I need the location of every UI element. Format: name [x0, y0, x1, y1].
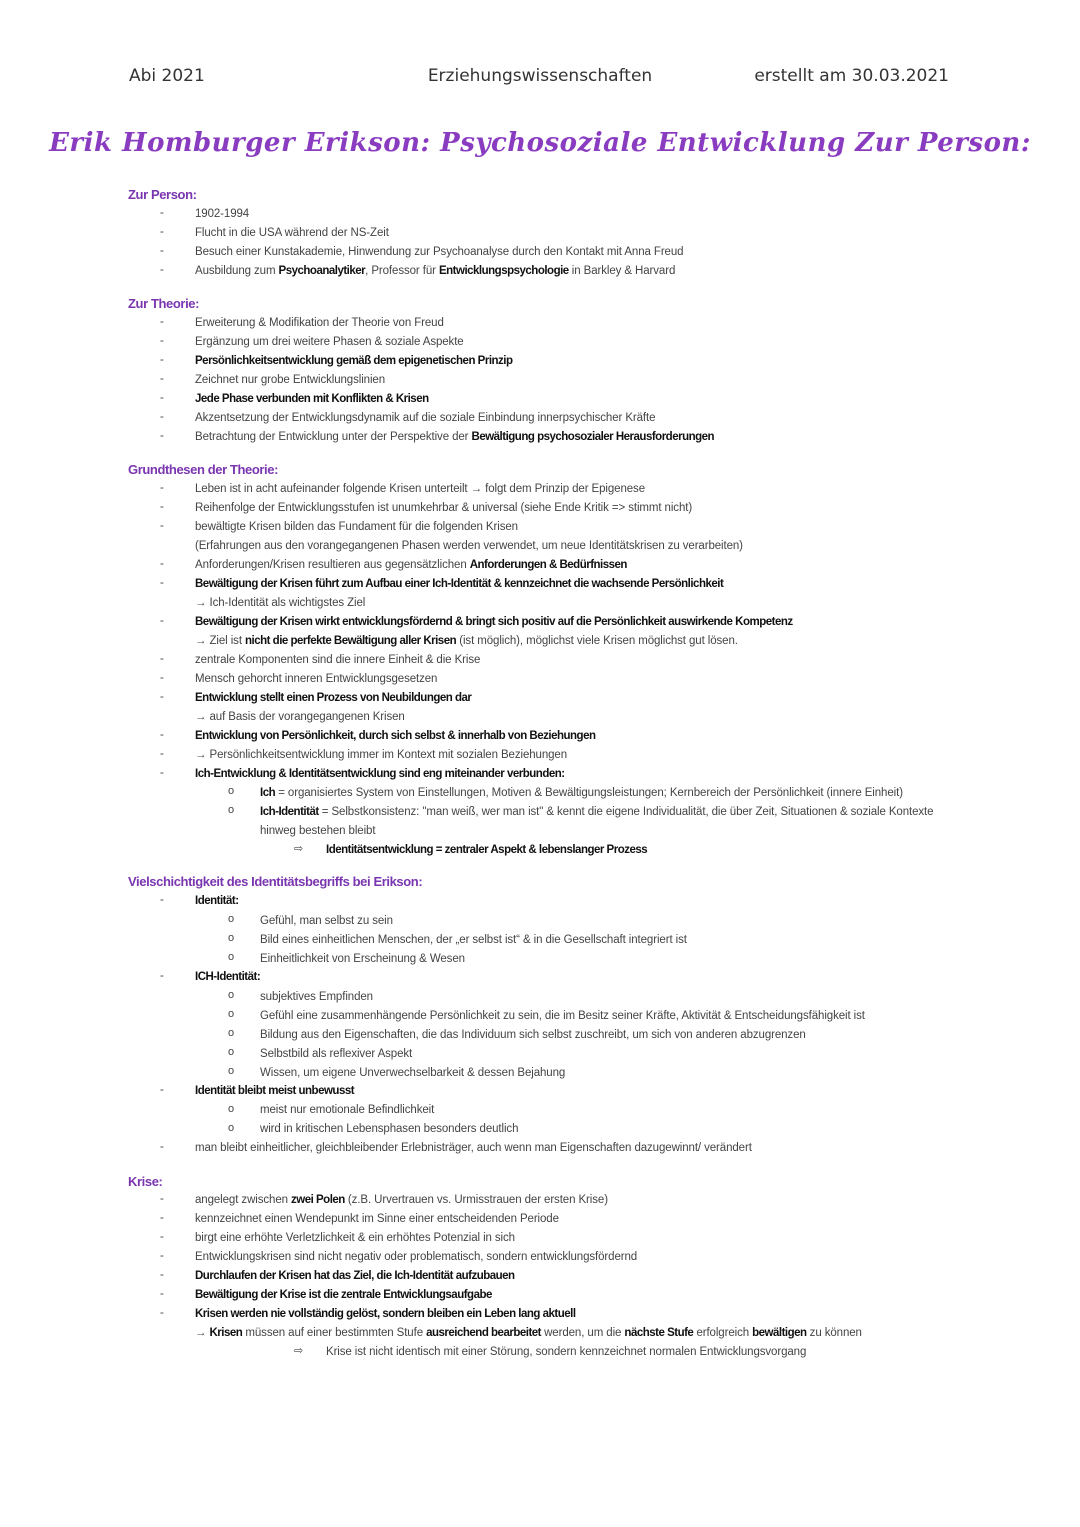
header-center: Erziehungswissenschaften	[427, 66, 653, 86]
bullet-circle: o	[228, 989, 235, 1001]
bullet-dash: -	[160, 501, 164, 513]
conclusion-item: Identitätsentwicklung = zentraler Aspekt & lebenslanger Prozess	[326, 844, 648, 856]
bullet-dash: -	[160, 226, 164, 238]
sub-list-item: Wissen, um eigene Unverwechselbarkeit & dessen Bejahung	[260, 1067, 566, 1079]
list-item: ICH-Identität:	[195, 971, 261, 983]
bullet-dash: -	[160, 335, 164, 347]
bullet-circle: o	[228, 785, 235, 797]
header-left: Abi 2021	[129, 66, 205, 86]
list-item: Identität bleibt meist unbewusst	[195, 1085, 355, 1097]
section-heading-grundthesen: Grundthesen der Theorie:	[128, 462, 279, 477]
sub-list-item: wird in kritischen Lebensphasen besonders deutlich	[260, 1123, 519, 1135]
list-item: Bewältigung der Krise ist die zentrale Entwicklungsaufgabe	[195, 1289, 492, 1301]
section-heading-krise: Krise:	[128, 1174, 163, 1189]
bullet-circle: o	[228, 1008, 235, 1020]
list-item: Zeichnet nur grobe Entwicklungslinien	[195, 374, 385, 386]
bullet-dash: -	[160, 767, 164, 779]
page-title: Erik Homburger Erikson: Psychosoziale Entwicklung Zur Person:	[49, 128, 1031, 158]
list-item: Erweiterung & Modifikation der Theorie von Freud	[195, 317, 444, 329]
list-item: Jede Phase verbunden mit Konflikten & Krisen	[195, 393, 429, 405]
list-item: → Persönlichkeitsentwicklung immer im Kontext mit sozialen Beziehungen	[195, 749, 568, 761]
bullet-dash: -	[160, 1250, 164, 1262]
bullet-dash: -	[160, 430, 164, 442]
list-item: Durchlaufen der Krisen hat das Ziel, die Ich-Identität aufzubauen	[195, 1270, 515, 1282]
list-item: Flucht in die USA während der NS-Zeit	[195, 227, 389, 239]
sub-list-item: Gefühl, man selbst zu sein	[260, 915, 393, 927]
sub-list-item: Bildung aus den Eigenschaften, die das Individuum sich selbst zuschreibt, um sich von anderen abzugrenzen	[260, 1029, 806, 1041]
bullet-circle: o	[228, 1027, 235, 1039]
bullet-dash: -	[160, 653, 164, 665]
bullet-dash: -	[160, 1307, 164, 1319]
list-item: Akzentsetzung der Entwicklungsdynamik auf die soziale Einbindung innerpsychischer Kräfte	[195, 412, 656, 424]
sub-list-item: subjektives Empfinden	[260, 991, 373, 1003]
list-item: angelegt zwischen zwei Polen (z.B. Urvertrauen vs. Urmisstrauen der ersten Krise)	[195, 1194, 608, 1206]
bullet-circle: o	[228, 1103, 235, 1115]
list-item: kennzeichnet einen Wendepunkt im Sinne einer entscheidenden Periode	[195, 1213, 559, 1225]
bullet-dash: -	[160, 577, 164, 589]
list-item: Mensch gehorcht inneren Entwicklungsgesetzen	[195, 673, 438, 685]
sub-list-item: Einheitlichkeit von Erscheinung & Wesen	[260, 953, 465, 965]
bullet-dash: -	[160, 1288, 164, 1300]
bullet-dash: -	[160, 558, 164, 570]
list-item-continuation: → Ich-Identität als wichtigstes Ziel	[195, 597, 366, 609]
list-item-continuation: → Ziel ist nicht die perfekte Bewältigung aller Krisen (ist möglich), möglichst viele Krisen möglichst gut lösen.	[195, 635, 738, 647]
section-heading-person: Zur Person:	[128, 187, 197, 202]
bullet-dash: -	[160, 392, 164, 404]
bullet-dash: -	[160, 1212, 164, 1224]
sub-list-item: Ich-Identität = Selbstkonsistenz: "man weiß, wer man ist" & kennt die eigene Individualität, die über Zeit, Situationen & soziale Kontexte	[260, 806, 934, 818]
list-item: man bleibt einheitlicher, gleichbleibender Erlebnisträger, auch wenn man Eigenschaften dazugewinnt/ verändert	[195, 1142, 752, 1154]
bullet-dash: -	[160, 1231, 164, 1243]
bullet-dash: -	[160, 729, 164, 741]
list-item: Betrachtung der Entwicklung unter der Perspektive der Bewältigung psychosozialer Herausforderungen	[195, 431, 715, 443]
bullet-dash: -	[160, 207, 164, 219]
bullet-dash: -	[160, 691, 164, 703]
bullet-dash: -	[160, 245, 164, 257]
bullet-circle: o	[228, 951, 235, 963]
list-item: Identität:	[195, 895, 239, 907]
bullet-dash: -	[160, 1193, 164, 1205]
list-item: Bewältigung der Krisen führt zum Aufbau einer Ich-Identität & kennzeichnet die wachsende Persönlichkeit	[195, 578, 724, 590]
bullet-dash: -	[160, 354, 164, 366]
list-item: bewältigte Krisen bilden das Fundament für die folgenden Krisen	[195, 521, 518, 533]
list-item: Ausbildung zum Psychoanalytiker, Professor für Entwicklungspsychologie in Barkley & Harvard	[195, 265, 676, 277]
bullet-dash: -	[160, 373, 164, 385]
list-item: Reihenfolge der Entwicklungsstufen ist unumkehrbar & universal (siehe Ende Kritik => stimmt nicht)	[195, 502, 693, 514]
list-item: birgt eine erhöhte Verletzlichkeit & ein erhöhtes Potenzial in sich	[195, 1232, 515, 1244]
sub-list-item: meist nur emotionale Befindlichkeit	[260, 1104, 435, 1116]
bullet-dash: -	[160, 1084, 164, 1096]
list-item: Krisen werden nie vollständig gelöst, sondern bleiben ein Leben lang aktuell	[195, 1308, 576, 1320]
bullet-circle: o	[228, 1065, 235, 1077]
list-item: Anforderungen/Krisen resultieren aus gegensätzlichen Anforderungen & Bedürfnissen	[195, 559, 627, 571]
bullet-dash: -	[160, 615, 164, 627]
bullet-circle: o	[228, 932, 235, 944]
sub-list-item: Selbstbild als reflexiver Aspekt	[260, 1048, 413, 1060]
list-item: Besuch einer Kunstakademie, Hinwendung zur Psychoanalyse durch den Kontakt mit Anna Freud	[195, 246, 684, 258]
arrow-icon: ⇨	[294, 1345, 304, 1357]
bullet-dash: -	[160, 748, 164, 760]
bullet-dash: -	[160, 1141, 164, 1153]
bullet-circle: o	[228, 1122, 235, 1134]
arrow-icon: ⇨	[294, 843, 304, 855]
list-item: zentrale Komponenten sind die innere Einheit & die Krise	[195, 654, 481, 666]
conclusion-item: Krise ist nicht identisch mit einer Störung, sondern kennzeichnet normalen Entwicklungsvorgang	[326, 1346, 807, 1358]
sub-list-item-continuation: hinweg bestehen bleibt	[260, 825, 376, 837]
bullet-circle: o	[228, 1046, 235, 1058]
list-item: 1902-1994	[195, 208, 250, 220]
list-item: Entwicklung von Persönlichkeit, durch sich selbst & innerhalb von Beziehungen	[195, 730, 596, 742]
list-item-continuation: (Erfahrungen aus den vorangegangenen Phasen werden verwendet, um neue Identitätskrisen zu verarbeiten)	[195, 540, 743, 552]
list-item: Entwicklung stellt einen Prozess von Neubildungen dar	[195, 692, 472, 704]
section-heading-theorie: Zur Theorie:	[128, 296, 200, 311]
bullet-dash: -	[160, 970, 164, 982]
list-item-continuation: → auf Basis der vorangegangenen Krisen	[195, 711, 405, 723]
bullet-dash: -	[160, 482, 164, 494]
bullet-dash: -	[160, 672, 164, 684]
bullet-dash: -	[160, 894, 164, 906]
list-item: Persönlichkeitsentwicklung gemäß dem epigenetischen Prinzip	[195, 355, 513, 367]
section-heading-vielschichtigkeit: Vielschichtigkeit des Identitätsbegriffs bei Erikson:	[128, 874, 423, 889]
sub-list-item: Bild eines einheitlichen Menschen, der „er selbst ist“ & in die Gesellschaft integriert ist	[260, 934, 687, 946]
sub-list-item: Ich = organisiertes System von Einstellungen, Motiven & Bewältigungsleistungen; Kernbereich der Persönlichkeit (innere Einheit)	[260, 787, 903, 799]
bullet-dash: -	[160, 264, 164, 276]
list-item: Bewältigung der Krisen wirkt entwicklungsfördernd & bringt sich positiv auf die Persönlichkeit auswirkende Kompetenz	[195, 616, 793, 628]
sub-list-item: Gefühl eine zusammenhängende Persönlichkeit zu sein, die im Besitz seiner Kräfte, Aktivität & Entscheidungsfähigkeit ist	[260, 1010, 865, 1022]
list-item: Leben ist in acht aufeinander folgende Krisen unterteilt → folgt dem Prinzip der Epigenese	[195, 483, 646, 495]
bullet-dash: -	[160, 411, 164, 423]
header-right: erstellt am 30.03.2021	[754, 66, 949, 86]
list-item: Ich-Entwicklung & Identitätsentwicklung sind eng miteinander verbunden:	[195, 768, 565, 780]
bullet-circle: o	[228, 804, 235, 816]
list-item-continuation: → Krisen müssen auf einer bestimmten Stufe ausreichend bearbeitet werden, um die nächste Stufe erfolgreich bewältigen zu können	[195, 1327, 862, 1339]
bullet-dash: -	[160, 1269, 164, 1281]
list-item: Ergänzung um drei weitere Phasen & soziale Aspekte	[195, 336, 464, 348]
list-item: Entwicklungskrisen sind nicht negativ oder problematisch, sondern entwicklungsfördernd	[195, 1251, 638, 1263]
bullet-dash: -	[160, 316, 164, 328]
bullet-dash: -	[160, 520, 164, 532]
bullet-circle: o	[228, 913, 235, 925]
